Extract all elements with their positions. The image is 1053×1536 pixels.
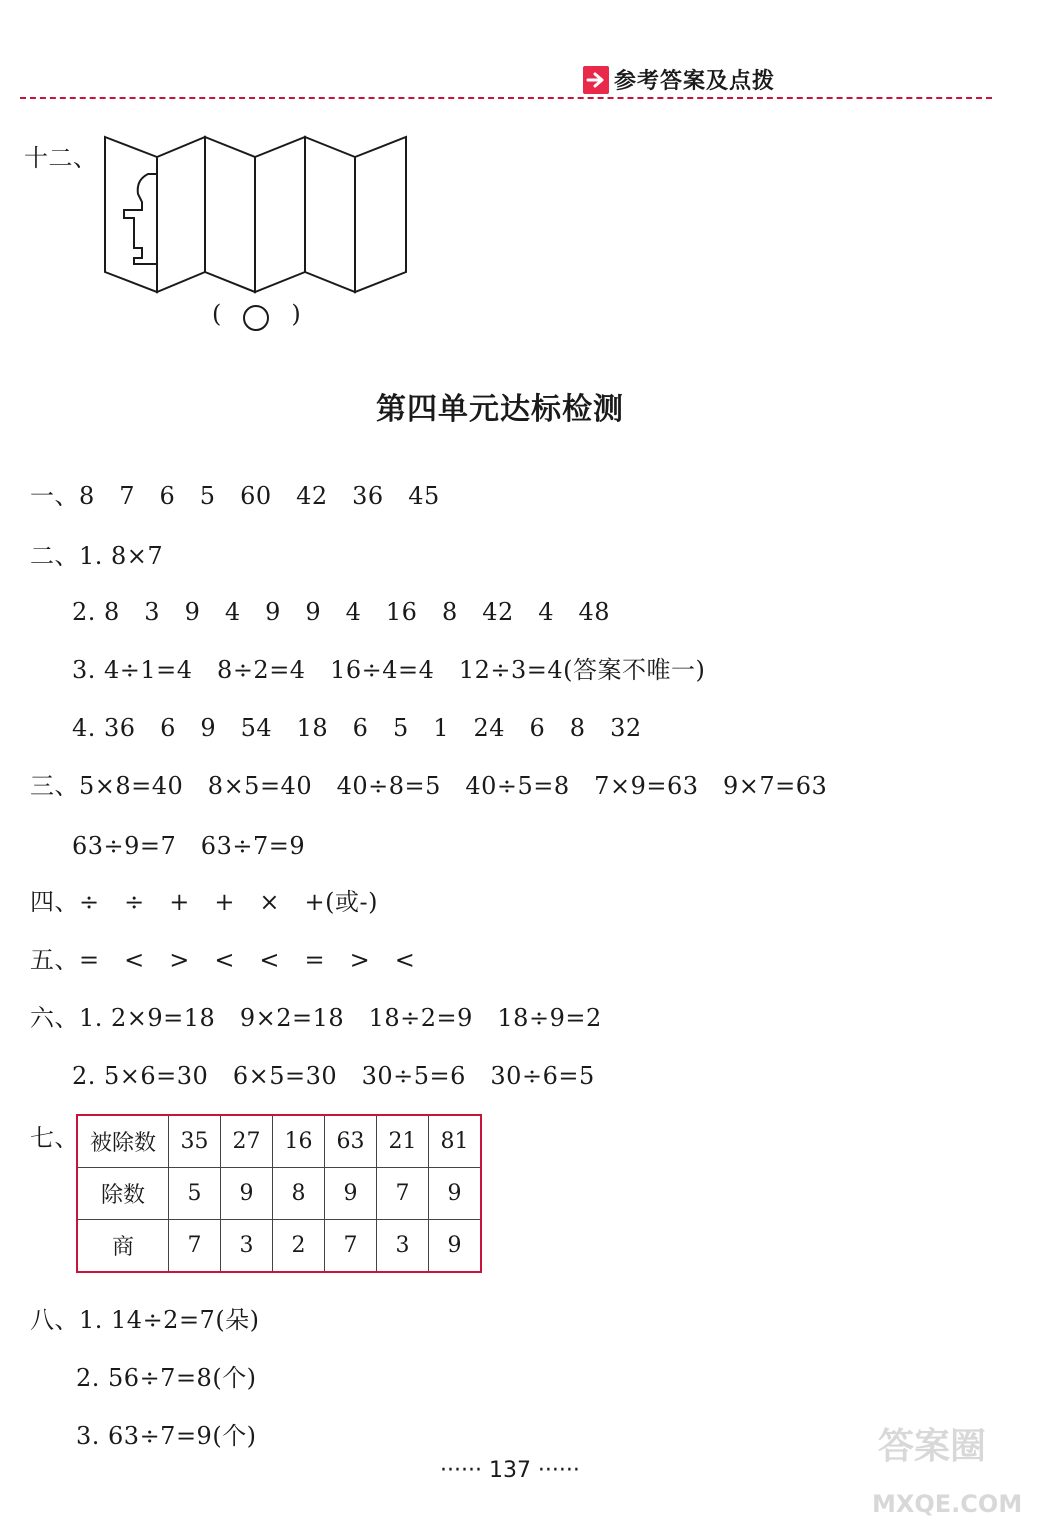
arrow-right-icon — [586, 70, 606, 90]
answer-q2-3: 3. 4÷1=4 8÷2=4 16÷4=4 12÷3=4(答案不唯一) — [72, 656, 706, 684]
watermark-url: MXQE.COM — [872, 1490, 1023, 1518]
q12-label: 十二、 — [24, 144, 98, 172]
answer-q8-2: 2. 56÷7=8(个) — [76, 1364, 257, 1392]
table-cell: 9 — [429, 1168, 482, 1220]
table-cell: 27 — [221, 1115, 273, 1168]
table-row — [77, 1220, 481, 1273]
table-cell: 8 — [273, 1168, 325, 1220]
answer-q2-1: 二、1. 8×7 — [30, 542, 164, 570]
watermark-logo: 答案圈 — [878, 1426, 987, 1467]
table-cell: 21 — [377, 1115, 429, 1168]
answer-q6-1: 六、1. 2×9=18 9×2=18 18÷2=9 18÷9=2 — [30, 1004, 602, 1032]
answer-q3-1: 三、5×8=40 8×5=40 40÷8=5 40÷5=8 7×9=63 9×7=63 — [30, 772, 828, 800]
header-title: 参考答案及点拨 — [614, 69, 776, 94]
table-cell: 35 — [169, 1115, 221, 1168]
paren-close: ) — [291, 300, 301, 328]
table-cell: 16 — [273, 1115, 325, 1168]
table-row — [77, 1115, 481, 1168]
table-cell: 7 — [169, 1220, 221, 1273]
fold-panel-3 — [205, 137, 255, 292]
answer-q1: 一、8 7 6 5 60 42 36 45 — [30, 482, 440, 510]
table-cell: 2 — [273, 1220, 325, 1273]
answer-q2-2: 2. 8 3 9 4 9 9 4 16 8 42 4 48 — [72, 598, 611, 626]
row-header-dividend: 被除数 — [77, 1115, 169, 1168]
table-cell: 7 — [325, 1220, 377, 1273]
row-header-divisor: 除数 — [77, 1168, 169, 1220]
fold-panel-5 — [305, 137, 355, 292]
table-cell: 7 — [377, 1168, 429, 1220]
page-number: ······ 137 ······ — [440, 1458, 580, 1483]
division-table — [76, 1114, 482, 1273]
table-cell: 3 — [377, 1220, 429, 1273]
fold-panel-1 — [105, 137, 157, 292]
answer-q3-2: 63÷9=7 63÷7=9 — [72, 832, 306, 860]
folded-paper-figure — [100, 132, 412, 294]
answer-q8-3: 3. 63÷7=9(个) — [76, 1422, 257, 1450]
table-cell: 9 — [429, 1220, 482, 1273]
table-cell: 3 — [221, 1220, 273, 1273]
table-cell: 9 — [221, 1168, 273, 1220]
paren-open: ( — [212, 300, 222, 328]
answer-q5: 五、= < > < < = > < — [30, 946, 416, 974]
table-cell: 81 — [429, 1115, 482, 1168]
header-arrow-icon — [583, 66, 609, 94]
table-cell: 63 — [325, 1115, 377, 1168]
answer-q8-1: 八、1. 14÷2=7(朵) — [30, 1306, 260, 1334]
answer-q2-4: 4. 36 6 9 54 18 6 5 1 24 6 8 32 — [72, 714, 642, 742]
circle-icon — [243, 305, 269, 331]
table-cell: 5 — [169, 1168, 221, 1220]
answer-q7-label: 七、 — [30, 1124, 79, 1152]
table-row — [77, 1168, 481, 1220]
answer-q6-2: 2. 5×6=30 6×5=30 30÷5=6 30÷6=5 — [72, 1062, 595, 1090]
cut-silhouette — [124, 174, 157, 264]
answer-q4: 四、÷ ÷ + + × +(或-) — [30, 888, 378, 916]
header-divider — [20, 97, 992, 99]
table-cell: 9 — [325, 1168, 377, 1220]
fold-panel-4 — [255, 137, 305, 292]
fold-panel-2 — [157, 137, 205, 292]
section-title: 第四单元达标检测 — [376, 392, 624, 427]
fold-panel-6 — [355, 137, 406, 292]
row-header-quotient: 商 — [77, 1220, 169, 1273]
